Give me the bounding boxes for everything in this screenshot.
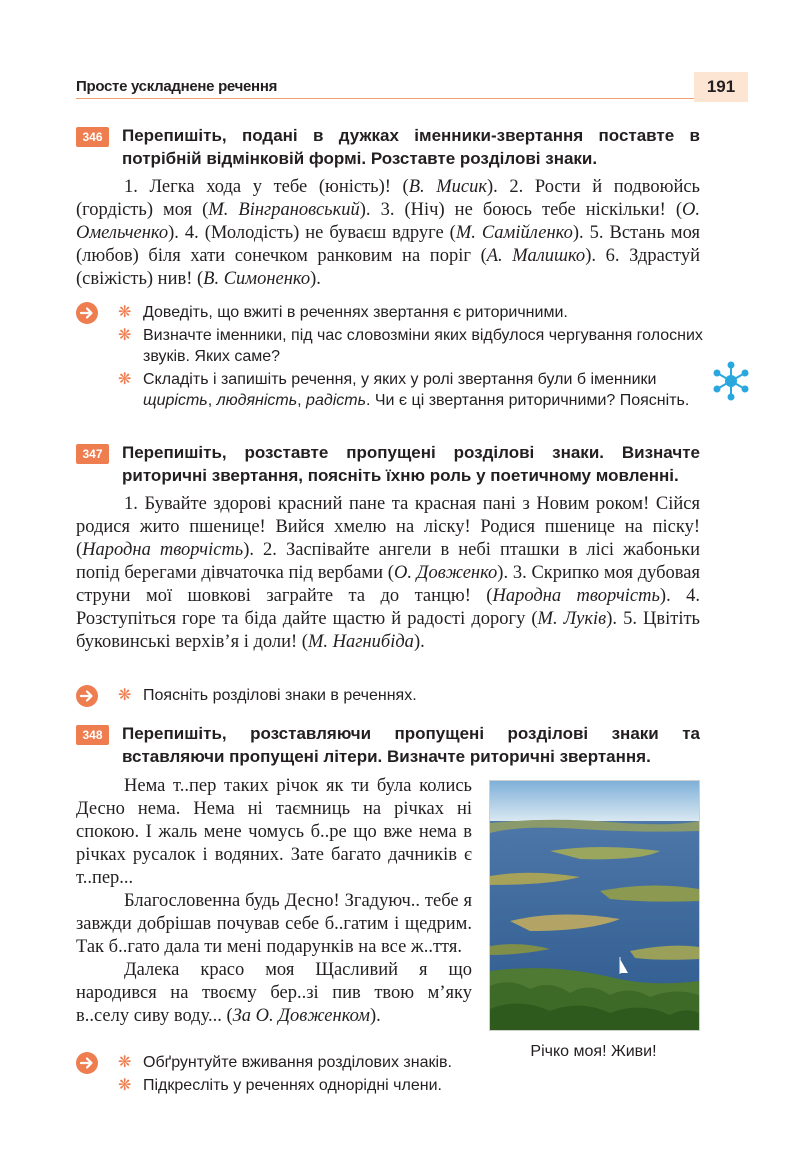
- exercise-number-346: 346: [76, 127, 109, 147]
- question-item: ❋ Обґрунтуйте вживання розділових знаків.: [118, 1054, 452, 1071]
- asterisk-icon: ❋: [118, 1077, 132, 1094]
- exercise-347-text: 1. Бувайте здорові красний пане та красная пані з Новим роком! Сійся родися жито пшенице! Вийся хмелю на ліску! Родися пшенице на піску! (Народна творчість). 2. Заспівайте ангели в небі пташки в лісі жабоньки попід берегами дівчаточка під вербами (О. Довженко). 3. Скрипко моя дубовая струни мої шовкові заграйте та до танцю! (Народна творчість). 4. Розступіться горе та біда дайте щастю й радості дорогу (М. Луків). 5. Цвітіть буковинські верхів’я і доли! (М. Нагнибіда).: [76, 494, 701, 652]
- exercise-348-questions: [118, 1052, 498, 1098]
- question-item: ❋ Підкресліть у реченнях однорідні члени.: [118, 1077, 442, 1094]
- molecule-icon: [710, 360, 752, 402]
- arrow-icon: [76, 302, 98, 324]
- asterisk-icon: ❋: [118, 304, 132, 321]
- exercise-number-348: 348: [76, 725, 109, 745]
- exercise-346-text: 1. Легка хода у тебе (юність)! (В. Мисик). 2. Рости й подвоюйсь (гордість) моя (М. Вінграновський). 3. (Ніч) не боюсь тебе ніскільки! (О. Омельченко). 4. (Молодість) не буваєш вдруге (М. Самійленко). 5. Встань моя (любов) біля хати сонечком ранковим на поріг (А. Малишко). 6. Здрастуй (свіжість) нив! (В. Симоненко).: [76, 177, 701, 289]
- question-item: ❋ Поясніть розділові знаки в реченнях.: [118, 687, 417, 704]
- page-number: 191: [694, 72, 748, 102]
- exercise-348-text: Нема т..пер таких річок як ти була колись Десно нема. Нема ні таємниць на річках ні спокою. І жаль мене чомусь б..ре що вже нема в річках русалок і водяних. Зате багато дачників є т..пер... Благословенна будь Десно! Згадуюч.. тебе я завжди добрішав почував себе б..гатим і щедрим. Так б..гато дала ти мені подарунків на все ж..ття. Далека красо моя Щасливий я що народився на твоєму бер..зі пив твою м’яку в..селу сиву воду... (За О. Довженком).: [76, 776, 472, 1026]
- photo-caption: Річко моя! Живи!: [530, 1043, 657, 1060]
- header-divider: [76, 98, 702, 99]
- exercise-348-task: Перепишіть, розставляючи пропущені розділові знаки та вставляючи пропущені літери. Визначте риторичні звертання.: [122, 724, 700, 766]
- arrow-icon: [76, 685, 98, 707]
- asterisk-icon: ❋: [118, 371, 132, 388]
- exercise-346-questions: [118, 302, 708, 413]
- exercise-347-questions: [118, 685, 708, 708]
- question-item: ❋ Доведіть, що вжиті в реченнях звертання є риторичними.: [118, 304, 568, 321]
- exercise-347-task: Перепишіть, розставте пропущені розділові знаки. Визначте риторичні звертання, поясніть їхню роль у поетичному мовленні.: [122, 443, 700, 485]
- exercise-number-347: 347: [76, 444, 109, 464]
- asterisk-icon: ❋: [118, 327, 132, 344]
- exercise-346-task: Перепишіть, подані в дужках іменники-звертання поставте в потрібній відмінковій формі. Розставте розділові знаки.: [122, 126, 700, 168]
- asterisk-icon: ❋: [118, 687, 132, 704]
- section-title: Просте ускладнене речення: [76, 78, 278, 95]
- question-item: ❋ Визначте іменники, під час словозміни яких відбулося чергування голосних звуків. Яких саме?: [118, 327, 703, 365]
- arrow-icon: [76, 1052, 98, 1074]
- river-photo: [489, 780, 700, 1031]
- question-item: ❋ Складіть і запишіть речення, у яких у ролі звертання були б іменники щирість, людяність, радість. Чи є ці звертання риторичними? Поясніть.: [118, 371, 690, 409]
- asterisk-icon: ❋: [118, 1054, 132, 1071]
- page-header: [76, 72, 748, 102]
